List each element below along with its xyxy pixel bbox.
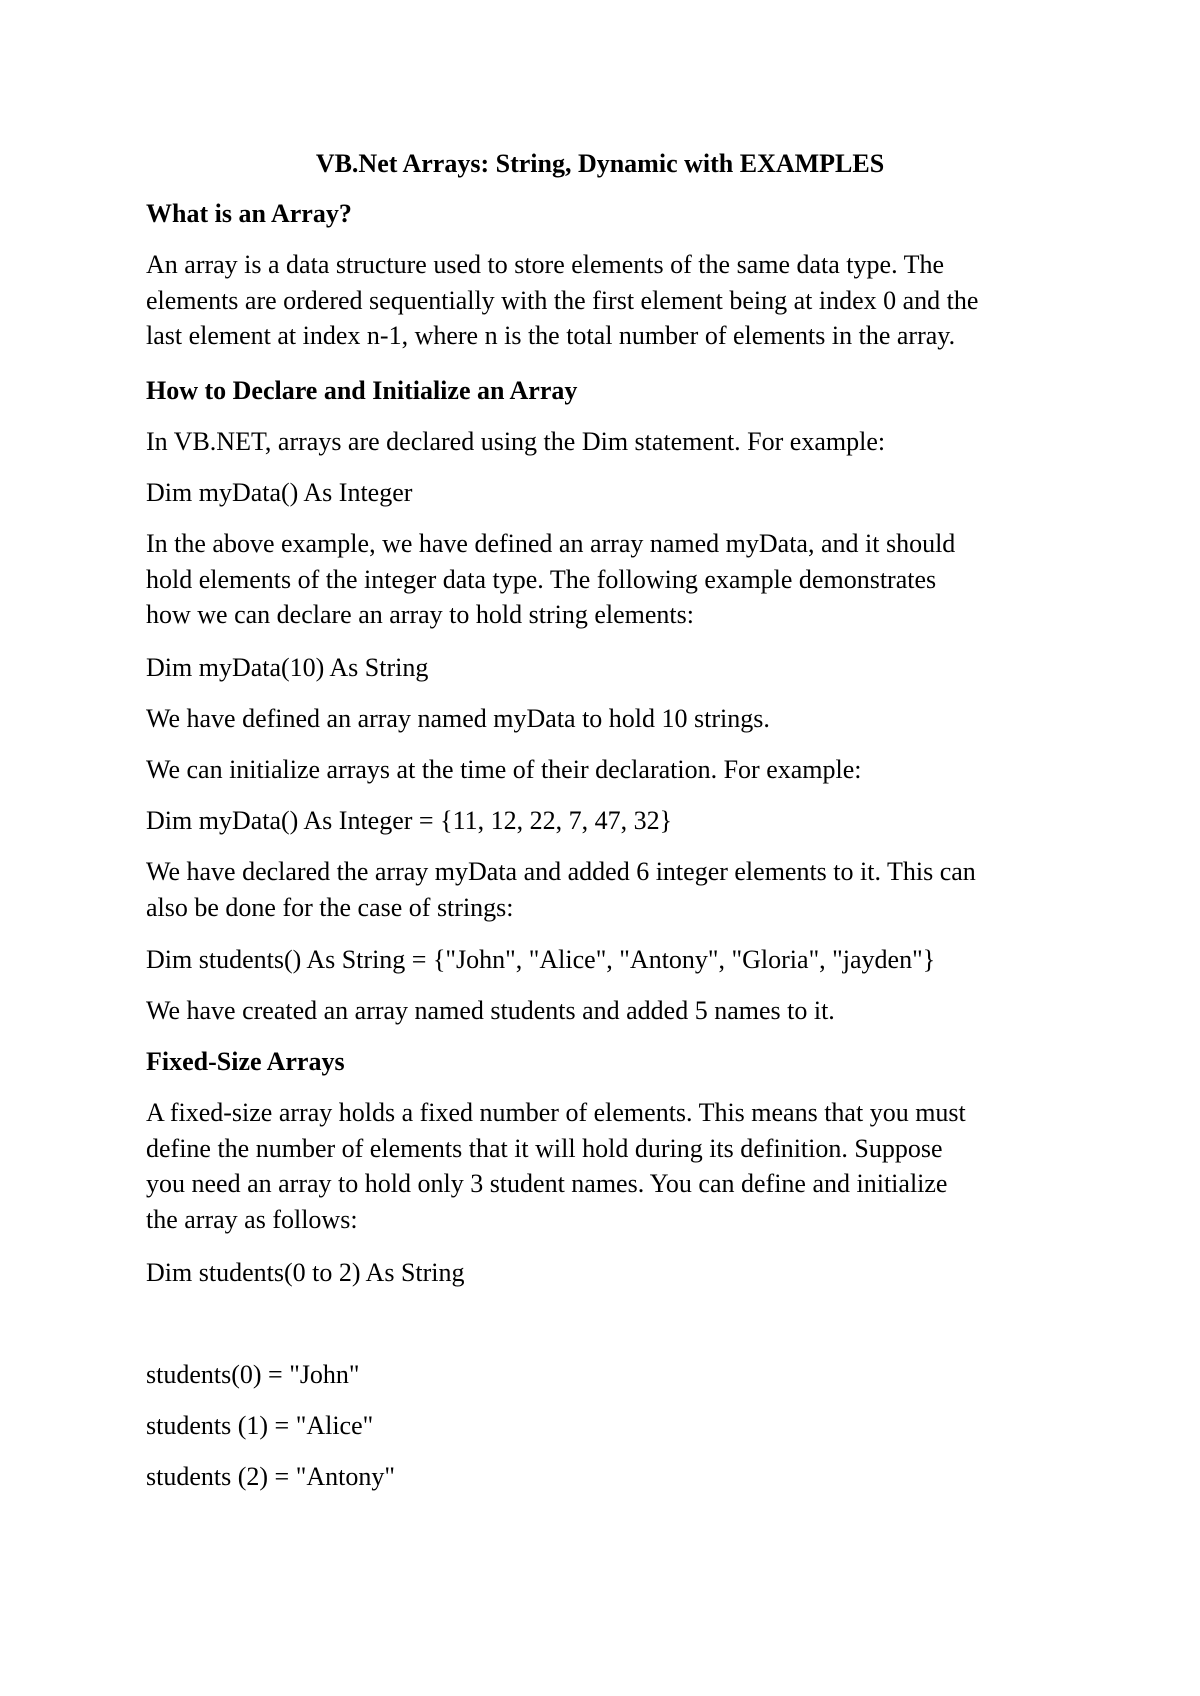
document-title: VB.Net Arrays: String, Dynamic with EXAMPLES (315, 149, 885, 178)
text-line: how we can declare an array to hold string elements: (146, 600, 694, 629)
text-line: A fixed-size array holds a fixed number of elements. This means that you must (146, 1098, 966, 1127)
text-line: you need an array to hold only 3 student names. You can define and initialize (146, 1169, 948, 1198)
paragraph-dim-intro: In VB.NET, arrays are declared using the Dim statement. For example: (146, 427, 886, 456)
paragraph-init-explanation (146, 854, 1076, 925)
code-line-init-students: Dim students() As String = {"John", "Alice", "Antony", "Gloria", "jayden"} (146, 945, 936, 974)
code-line-assign-2: students (2) = "Antony" (146, 1462, 395, 1491)
text-line: last element at index n-1, where n is the total number of elements in the array. (146, 321, 956, 350)
text-line: In the above example, we have defined an array named myData, and it should (146, 529, 956, 558)
heading-what-is-array: What is an Array? (146, 199, 352, 228)
code-line-init-integer: Dim myData() As Integer = {11, 12, 22, 7, 47, 32} (146, 806, 673, 835)
heading-declare-initialize: How to Declare and Initialize an Array (146, 376, 578, 405)
code-line-dim-integer: Dim myData() As Integer (146, 478, 413, 507)
text-line: hold elements of the integer data type. The following example demonstrates (146, 564, 937, 594)
paragraph-init-intro: We can initialize arrays at the time of their declaration. For example: (146, 755, 862, 784)
paragraph-students-explanation: We have created an array named students and added 5 names to it. (146, 996, 835, 1025)
paragraph-array-definition (146, 247, 1076, 354)
text-line: also be done for the case of strings: (146, 892, 514, 922)
text-line: We have declared the array myData and added 6 integer elements to it. This can (146, 857, 976, 886)
paragraph-integer-explanation (146, 526, 1076, 633)
text-line: elements are ordered sequentially with the first element being at index 0 and the (146, 285, 979, 315)
text-line: An array is a data structure used to store elements of the same data type. The (146, 250, 945, 279)
code-line-dim-string-10: Dim myData(10) As String (146, 653, 429, 682)
text-line: the array as follows: (146, 1204, 358, 1234)
code-line-fixed-dim: Dim students(0 to 2) As String (146, 1258, 465, 1287)
paragraph-string10-explanation: We have defined an array named myData to hold 10 strings. (146, 704, 770, 733)
heading-fixed-size-arrays: Fixed-Size Arrays (146, 1047, 345, 1076)
code-line-assign-0: students(0) = "John" (146, 1360, 360, 1389)
text-line: define the number of elements that it will hold during its definition. Suppose (146, 1133, 943, 1163)
code-line-assign-1: students (1) = "Alice" (146, 1411, 374, 1440)
paragraph-fixed-size (146, 1095, 1076, 1237)
